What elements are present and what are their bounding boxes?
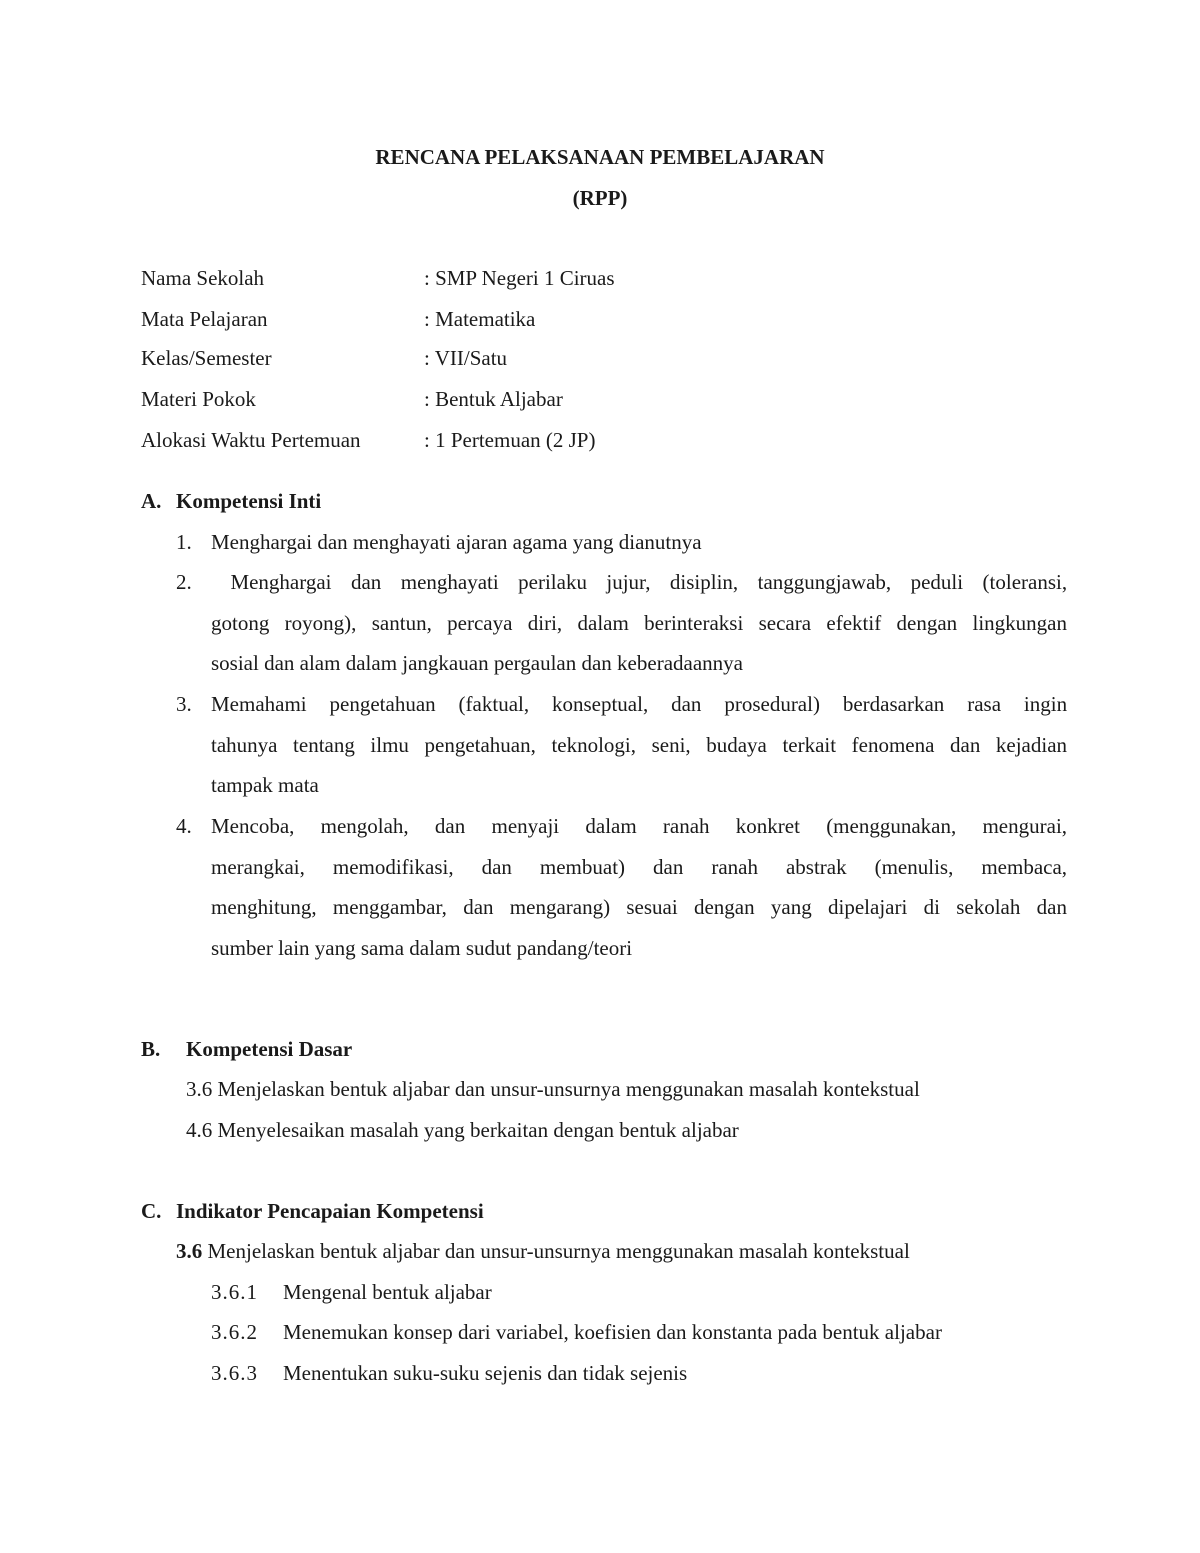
indicator-text: Mengenal bentuk aljabar — [283, 1280, 492, 1304]
list-item-line: Memahami pengetahuan (faktual, konseptual, dan prosedural) berdasarkan rasa ingin — [211, 692, 1068, 716]
indicator-number: 3.6.1 — [211, 1280, 258, 1304]
identity-label: Materi Pokok — [141, 387, 256, 411]
section-letter: C. — [141, 1199, 162, 1223]
indicator-text: Menentukan suku-suku sejenis dan tidak sejenis — [283, 1361, 688, 1385]
identity-value: : Matematika — [424, 307, 536, 331]
indicator-number: 3.6.3 — [211, 1361, 258, 1385]
list-number: 2. — [176, 570, 192, 594]
section-letter: B. — [141, 1037, 161, 1061]
section-title: Kompetensi Inti — [176, 489, 322, 513]
section-title: Kompetensi Dasar — [186, 1037, 353, 1061]
identity-value: : VII/Satu — [424, 346, 508, 370]
document-subtitle: (RPP) — [572, 186, 628, 210]
identity-value: : SMP Negeri 1 Ciruas — [424, 266, 615, 290]
identity-value: : Bentuk Aljabar — [424, 387, 563, 411]
identity-label: Kelas/Semester — [141, 346, 272, 370]
indicator-heading — [176, 1239, 910, 1264]
list-item-line: gotong royong), santun, percaya diri, dalam berinteraksi secara efektif dengan lingkungan — [211, 611, 1067, 635]
indicator-text: Menemukan konsep dari variabel, koefisien dan konstanta pada bentuk aljabar — [283, 1320, 942, 1344]
list-item-line: tahunya tentang ilmu pengetahuan, teknologi, seni, budaya terkait fenomena dan kejadian — [211, 733, 1068, 757]
identity-label: Nama Sekolah — [141, 266, 265, 290]
list-item-line: Menghargai dan menghayati perilaku jujur, disiplin, tanggungjawab, peduli (toleransi, — [230, 570, 1068, 594]
list-number: 1. — [176, 530, 192, 554]
identity-label: Mata Pelajaran — [141, 307, 268, 331]
indicator-heading-number: 3.6 — [176, 1239, 203, 1263]
kd-item: 4.6 Menyelesaikan masalah yang berkaitan dengan bentuk aljabar — [186, 1118, 739, 1142]
list-item-line: Mencoba, mengolah, dan menyaji dalam ranah konkret (menggunakan, mengurai, — [211, 814, 1068, 838]
list-item-line: sumber lain yang sama dalam sudut pandang/teori — [211, 936, 633, 960]
identity-value: : 1 Pertemuan (2 JP) — [424, 428, 596, 452]
list-item-line: sosial dan alam dalam jangkauan pergaulan dan keberadaannya — [211, 651, 743, 675]
indicator-number: 3.6.2 — [211, 1320, 258, 1344]
section-letter: A. — [141, 489, 162, 513]
list-item-line: Menghargai dan menghayati ajaran agama yang dianutnya — [211, 530, 702, 554]
list-item-line: tampak mata — [211, 773, 319, 797]
indicator-heading-text: Menjelaskan bentuk aljabar dan unsur-unsurnya menggunakan masalah kontekstual — [202, 1239, 910, 1263]
identity-label: Alokasi Waktu Pertemuan — [141, 428, 361, 452]
list-item-line: menghitung, menggambar, dan mengarang) sesuai dengan yang dipelajari di sekolah dan — [211, 895, 1067, 919]
section-title: Indikator Pencapaian Kompetensi — [176, 1199, 484, 1223]
list-number: 4. — [176, 814, 192, 838]
list-item-line: merangkai, memodifikasi, dan membuat) dan ranah abstrak (menulis, membaca, — [211, 855, 1068, 879]
document-title: RENCANA PELAKSANAAN PEMBELAJARAN — [375, 145, 825, 169]
list-number: 3. — [176, 692, 192, 716]
kd-item: 3.6 Menjelaskan bentuk aljabar dan unsur-unsurnya menggunakan masalah kontekstual — [186, 1077, 920, 1101]
